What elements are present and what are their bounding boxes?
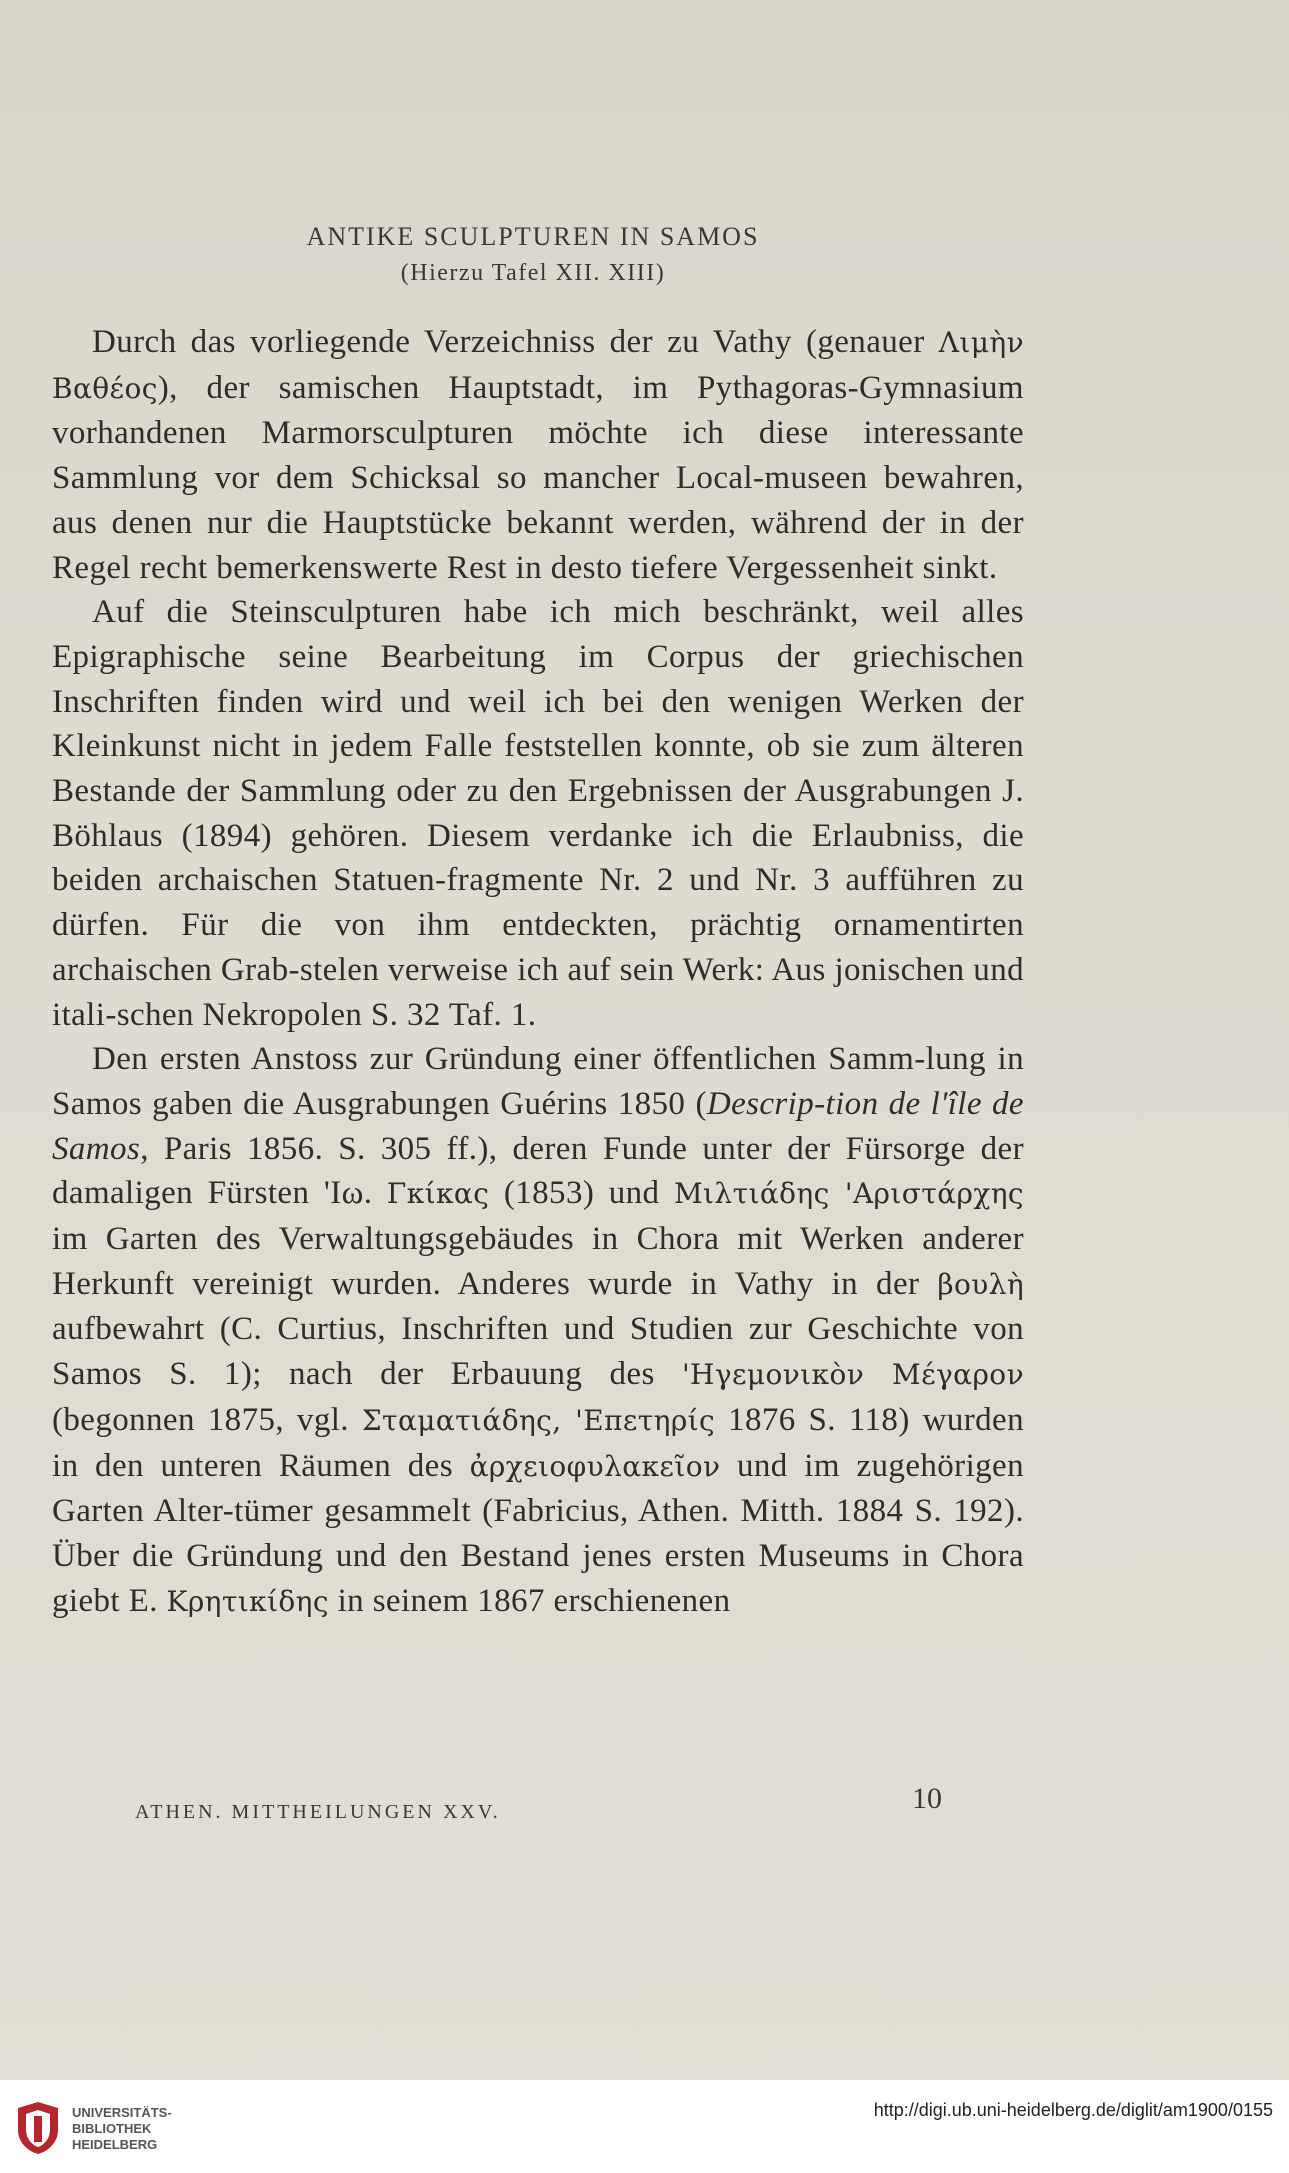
text-run: und im zugehörigen Garten Alter-tümer gesammelt (Fabricius, Athen. Mitth. 1884 S. 192). Über die Gründung und den Bestand jenes ersten Museums in Chora giebt E.	[52, 1447, 1024, 1619]
greek-term: Κρητικίδης	[166, 1584, 329, 1618]
text-run: Auf die Steinsculpturen habe ich mich beschränkt, weil alles Epigraphische seine Bearbeitung im Corpus der griechischen Inschriften finden wird und weil ich bei den wenigen Werken der Kleinkunst nicht in jedem Falle feststellen konnte, ob sie zum älteren Bestande der Sammlung oder zu den Ergebnissen der Ausgrabungen J. Böhlaus (1894) gehören. Diesem verdanke ich die Erlaubniss, die beiden archaischen Statuen-fragmente Nr. 2 und Nr. 3 aufführen zu dürfen. Für die von ihm entdeckten, prächtig ornamentirten archaischen Grab-stelen verweise ich auf sein Werk: Aus jonischen und itali-schen Nekropolen S. 32 Taf. 1.	[52, 594, 1024, 1033]
article-title: ANTIKE SCULPTUREN IN SAMOS	[306, 222, 760, 251]
text-run: Den ersten Anstoss zur Gründung einer öffentlichen Samm-lung in Samos gaben die Ausgrabungen Guérins 1850 (	[52, 1041, 1024, 1122]
text-run: Durch das vorliegende Verzeichniss der zu Vathy (genauer	[92, 324, 939, 360]
greek-term: Λιμὴν Βαθέος	[52, 326, 1024, 405]
article-body	[52, 320, 1024, 1624]
journal-signature: ATHEN. MITTHEILUNGEN XXV.	[135, 1801, 501, 1823]
text-run: in seinem 1867 erschienenen	[328, 1582, 731, 1619]
greek-term: Σταματιάδης, 'Επετηρίς	[361, 1403, 716, 1437]
library-line: BIBLIOTHEK	[72, 2121, 152, 2136]
paragraph-1	[52, 320, 1024, 590]
paragraph-2	[52, 590, 1024, 1037]
greek-term: ἀρχειοφυλακεῖον	[469, 1449, 721, 1483]
text-run: (begonnen 1875, vgl.	[52, 1401, 362, 1438]
library-line: UNIVERSITÄTS-	[72, 2105, 172, 2120]
library-logo-icon	[14, 2100, 62, 2156]
permalink[interactable]: http://digi.ub.uni-heidelberg.de/diglit/am1900/0155	[873, 2100, 1273, 2120]
greek-term: Μιλτιάδης 'Αριστάρχης	[673, 1177, 1024, 1211]
library-name	[72, 2105, 172, 2153]
library-line: HEIDELBERG	[72, 2137, 158, 2152]
italic-title: Descrip-tion de l'île de Samos	[52, 1085, 1024, 1167]
text-run: 1876 S. 118) wurden in den unteren Räumen des	[52, 1401, 1024, 1484]
text-run: ), der samischen Hauptstadt, im Pythagoras-Gymnasium vorhandenen Marmorsculpturen möchte ich diese interessante Sammlung vor dem Schicksal so mancher Local-museen bewahren, aus denen nur die Hauptstücke bekannt werden, während der in der Regel recht bemerkenswerte Rest in desto tiefere Vergessenheit sinkt.	[52, 369, 1024, 586]
text-run: , Paris 1856. S. 305 ff.), deren Funde unter der Fürsorge der damaligen Fürsten 'Iω.	[52, 1130, 1024, 1212]
article-subtitle: (Hierzu Tafel XII. XIII)	[400, 260, 666, 286]
signature-number: 10	[912, 1782, 942, 1815]
text-run: (1853) und	[489, 1175, 674, 1212]
digitization-footer	[0, 2080, 1289, 2173]
text-run: aufbewahrt (C. Curtius, Inschriften und Studien zur Geschichte von Samos S. 1); nach der Erbauung des	[52, 1311, 1024, 1393]
paragraph-3	[52, 1037, 1024, 1624]
greek-term: Γκίκας	[386, 1177, 490, 1211]
greek-term: 'Ηγεμονικὸν Μέγαρον	[681, 1358, 1024, 1392]
greek-term: βουλὴ	[937, 1267, 1024, 1301]
text-run: im Garten des Verwaltungsgebäudes in Chora mit Werken anderer Herkunft vereinigt wurden. Anderes wurde in Vathy in der	[52, 1221, 1024, 1302]
